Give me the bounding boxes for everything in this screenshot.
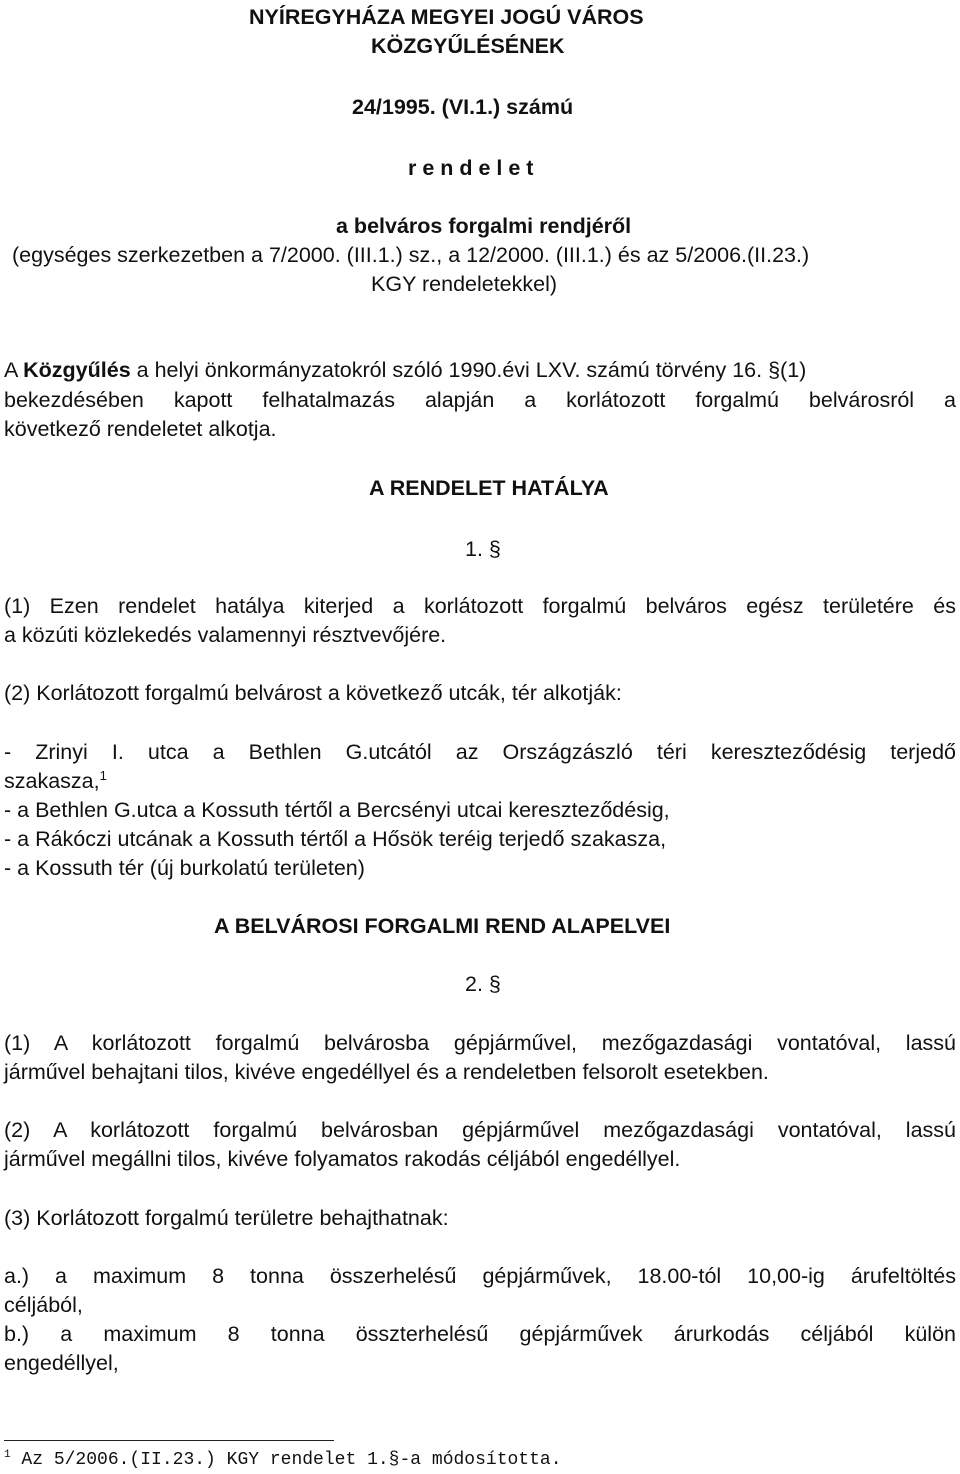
s2-p3 [4,1203,956,1233]
preamble-section-sign: § [768,358,781,382]
s2-p2-line-2 [4,1144,956,1174]
section-sign-1: § [488,537,501,561]
footnote-text: Az 5/2006.(II.23.) KGY rendelet 1.§-a módosította. [10,1450,562,1470]
section-sign-2: § [488,972,501,996]
preamble-line-2 [4,385,956,415]
s1-p1-text-2: a közúti közlekedés valamennyi résztvevőjére. [4,623,447,647]
s1-p1-line-2 [4,620,956,650]
amendment-text-1: (egységes szerkezetben a 7/2000. (III.1.) sz., a 12/2000. (III.1.) és az 5/2006.(II.23.) [12,243,810,267]
title-line-2: KÖZGYŰLÉSÉNEK [371,34,565,58]
s2-p2-text-2: járművel megállni tilos, kivéve folyamatos rakodás céljából engedéllyel. [4,1147,681,1171]
preamble-prefix: A [4,358,24,382]
s2-p1-text-1: (1) A korlátozott forgalmú belvárosba gépjárművel, mezőgazdasági vontatóval, lassú [4,1031,956,1055]
s2-item-b-text-2: engedéllyel, [4,1351,119,1375]
preamble-line-3 [4,414,956,444]
preamble-line-1-rest: a helyi önkormányzatokról szóló 1990.évi LXV. számú törvény 16. §(1) [130,358,807,382]
s2-item-b-line-1 [4,1319,956,1349]
s2-p2-text-1: (2) A korlátozott forgalmú belvárosban gépjárművel mezőgazdasági vontatóval, lassú [4,1118,956,1142]
preamble-text-3: következő rendeletet alkotja. [4,417,277,441]
s1-item-1-text-2: szakasza, [4,769,100,793]
footnote [4,1448,562,1472]
s2-item-a-line-2 [4,1290,956,1320]
s2-item-a-text-2: céljából, [4,1293,83,1317]
s1-item-2-text: - a Bethlen G.utca a Kossuth tértől a Bercsényi utcai kereszteződésig, [4,798,670,822]
s1-item-2 [4,795,956,825]
number-text: 24/1995. (VI.1.) számú [352,95,574,119]
s1-p1-text-1: (1) Ezen rendelet hatálya kiterjed a korlátozott forgalmú belváros egész területére és [4,594,956,618]
s2-p3-text: (3) Korlátozott forgalmú területre behajthatnak: [4,1206,449,1230]
section-1-number [465,534,956,564]
s2-p1-line-1 [4,1028,956,1058]
section-1-number-text: 1. [465,537,489,561]
s2-p2-line-1 [4,1115,956,1145]
amendment-line-2 [371,269,956,299]
section-2-number-text: 2. [465,972,489,996]
decree-number [352,92,956,122]
section-1-heading-text: A RENDELET HATÁLYA [369,476,609,500]
amendment-line-1 [12,240,956,270]
s1-p2-text: (2) Korlátozott forgalmú belvárost a következő utcák, tér alkotják: [4,681,622,705]
s1-item-4-text: - a Kossuth tér (új burkolatú területen) [4,856,365,880]
s2-p1-line-2 [4,1057,956,1087]
s1-item-4 [4,853,956,883]
s1-item-1-line-2 [4,766,956,796]
s2-p1-text-2: járművel behajtani tilos, kivéve engedéllyel és a rendeletben felsorolt esetekben. [4,1060,769,1084]
footnote-number: 1 [4,1449,11,1461]
title-line-1: NYÍREGYHÁZA MEGYEI JOGÚ VÁROS [249,5,644,29]
s1-item-1-line-1 [4,737,956,767]
preamble-line-1 [4,355,956,385]
s2-item-a-text-1: a.) a maximum 8 tonna összerhelésű gépjárművek, 18.00-tól 10,00-ig árufeltöltés [4,1264,956,1288]
s2-item-a-line-1 [4,1261,956,1291]
preamble-text-2: bekezdésében kapott felhatalmazás alapján a korlátozott forgalmú belvárosról a [4,388,956,412]
section-1-heading [369,473,956,503]
s1-p1-line-1 [4,591,956,621]
doc-type-text: r e n d e l e t [408,156,534,180]
footnote-separator [4,1440,334,1441]
s2-item-b-text-1: b.) a maximum 8 tonna összterhelésű gépjárművek árurkodás céljából külön [4,1322,956,1346]
assembly-title [371,31,956,61]
s1-item-3-text: - a Rákóczi utcának a Kossuth tértől a Hősök teréig terjedő szakasza, [4,827,667,851]
footnote-ref-1[interactable]: 1 [99,767,107,783]
s1-p2 [4,678,956,708]
doc-type [408,153,956,183]
subject-text: a belváros forgalmi rendjéről [336,214,632,238]
section-2-heading-text: A BELVÁROSI FORGALMI REND ALAPELVEI [214,914,671,938]
s2-item-b-line-2 [4,1348,956,1378]
section-2-number [465,969,956,999]
footnote-section-sign: § [388,1450,400,1470]
s1-item-3 [4,824,956,854]
city-title [0,2,960,32]
decree-subject [336,211,956,241]
amendment-text-2: KGY rendeletekkel) [371,272,558,296]
preamble-bold-word: Közgyűlés [23,358,131,382]
section-2-heading [214,911,956,941]
s1-item-1-text-1: - Zrinyi I. utca a Bethlen G.utcától az Országzászló téri kereszteződésig terjedő [4,740,956,764]
